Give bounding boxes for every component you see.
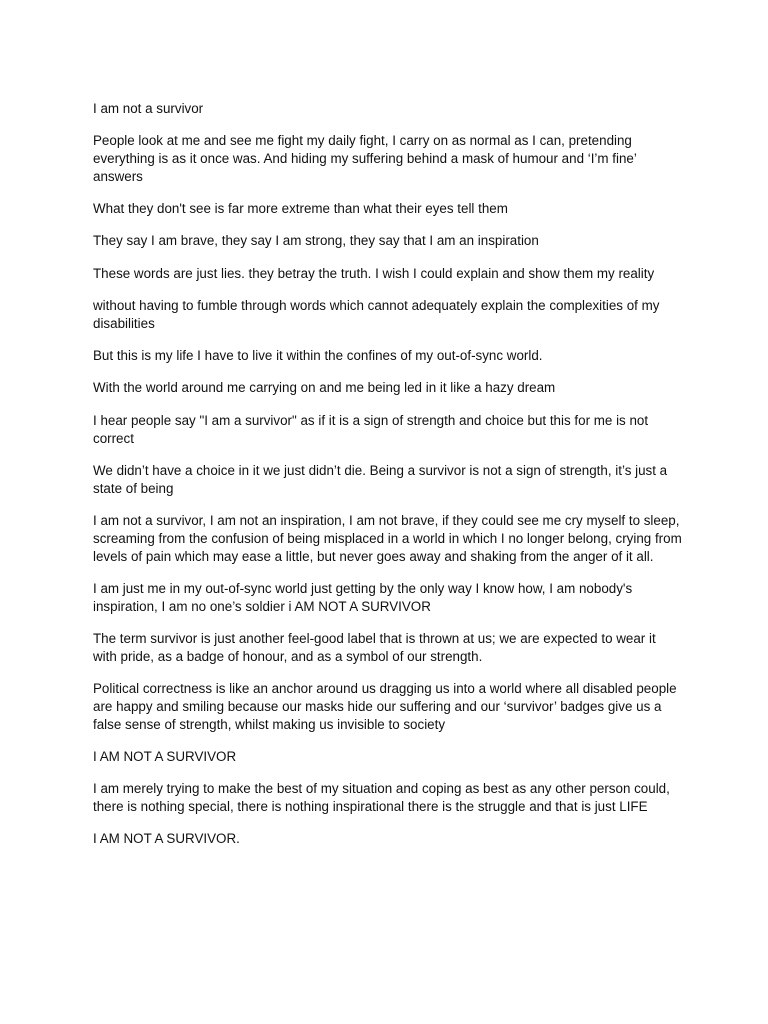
paragraph: without having to fumble through words which cannot adequately explain the complexities of my disabilities xyxy=(93,298,660,331)
paragraph: I AM NOT A SURVIVOR xyxy=(93,748,237,764)
paragraph: Political correctness is like an anchor around us dragging us into a world where all disabled people are happy and smiling because our masks hide our suffering and our ‘survivor’ badges give us a false sense of strength, whilst making us invisible to society xyxy=(93,681,677,732)
paragraph: These words are just lies. they betray the truth. I wish I could explain and show them my reality xyxy=(93,265,655,281)
paragraph: I am merely trying to make the best of my situation and coping as best as any other person could, there is nothing special, there is nothing inspirational there is the struggle and that is just LIFE xyxy=(93,781,670,815)
paragraph: The term survivor is just another feel-good label that is thrown at us; we are expected to wear it with pride, as a badge of honour, and as a symbol of our strength. xyxy=(93,630,656,664)
paragraph: I hear people say "I am a survivor" as if it is a sign of strength and choice but this for me is not correct xyxy=(93,412,649,446)
title-line: I am not a survivor xyxy=(93,101,204,116)
paragraph: People look at me and see me fight my daily fight, I carry on as normal as I can, pretending everything is as it once was. And hiding my suffering behind a mask of humour and ‘I’m fine’ answers xyxy=(93,133,637,184)
paragraph: I am not a survivor, I am not an inspiration, I am not brave, if they could see me cry myself to sleep, screaming from the confusion of being misplaced in a world in which I no longer belong, crying from levels of pain which may ease a little, but never goes away and shaking from the anger of it all. xyxy=(93,512,682,564)
paragraph: But this is my life I have to live it within the confines of my out-of-sync world. xyxy=(93,348,543,364)
paragraph: What they don't see is far more extreme than what their eyes tell them xyxy=(93,201,508,217)
paragraph: I am just me in my out-of-sync world just getting by the only way I know how, I am nobody's inspiration, I am no one’s soldier i AM NOT A SURVIVOR xyxy=(93,580,633,614)
paragraph: We didn’t have a choice in it we just didn’t die. Being a survivor is not a sign of strength, it’s just a state of being xyxy=(93,462,668,496)
paragraph: They say I am brave, they say I am strong, they say that I am an inspiration xyxy=(93,233,539,249)
closing-line: I AM NOT A SURVIVOR. xyxy=(93,831,240,847)
document-page xyxy=(93,100,683,863)
paragraph: With the world around me carrying on and me being led in it like a hazy dream xyxy=(93,380,556,396)
